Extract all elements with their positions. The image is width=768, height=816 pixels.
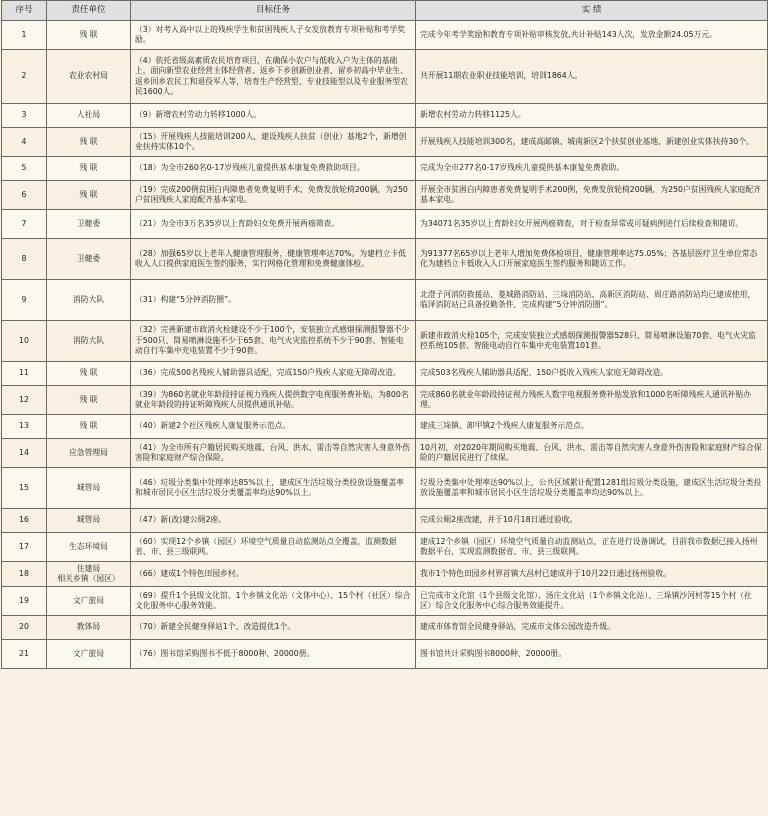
results-table [1,0,768,669]
row-index: 20 [2,616,47,640]
row-result: 10月初，对2020年期间购买地震、台风、洪水、雷击等自然灾害人身意外伤害险和家庭财产综合保险的户籍居民进行了续保。 [416,439,768,468]
table-row [2,640,768,669]
row-result: 建成市体育馆全民健身驿站，完成市文体公园改造升级。 [416,616,768,640]
row-index: 13 [2,415,47,439]
row-unit: 教体局 [47,616,131,640]
row-goal: （69）提升1个县级文化馆、1个乡镇文化站（文体中心）、15个村（社区）综合文化服务中心服务效能。 [131,587,416,616]
row-index: 3 [2,104,47,128]
row-goal: （40）新建2个社区残疾人康复服务示范点。 [131,415,416,439]
row-goal: （31）构建“5分钟消防圈”。 [131,280,416,321]
row-goal: （9）新增农村劳动力转移1000人。 [131,104,416,128]
row-goal: （18）为全市260名0-17岁残疾儿童提供基本康复免费救助项目。 [131,157,416,181]
table-row [2,587,768,616]
row-goal: （41）为全市所有户籍居民购买地震、台风、洪水、雷击等自然灾害人身意外伤害险和家庭财产综合保险。 [131,439,416,468]
row-index: 10 [2,321,47,362]
header-goal: 目标任务 [131,1,416,21]
row-goal: （39）为860名就业年龄段持证视力残疾人提供数字电视服务费补贴，为800名就业年龄段的持证听障残疾人员提供通讯补贴。 [131,386,416,415]
row-index: 2 [2,50,47,104]
row-index: 21 [2,640,47,669]
row-index: 14 [2,439,47,468]
row-unit: 残 联 [47,21,131,50]
table-row [2,616,768,640]
row-unit: 残 联 [47,181,131,210]
table-body [2,21,768,669]
row-unit: 消防大队 [47,321,131,362]
row-result: 新增农村劳动力转移1125人。 [416,104,768,128]
table-row [2,509,768,533]
row-index: 18 [2,562,47,587]
row-unit: 消防大队 [47,280,131,321]
table-row [2,321,768,362]
row-goal: （21）为全市3万名35岁以上育龄妇女免费开展两癌筛查。 [131,210,416,239]
row-goal: （60）实现12个乡镇（园区）环境空气质量自动监测站点全覆盖，监测数据省、市、县三级联网。 [131,533,416,562]
table-row [2,415,768,439]
table-row [2,239,768,280]
row-result: 共开展11期农业职业技能培训，培训1864人。 [416,50,768,104]
row-unit: 残 联 [47,157,131,181]
row-goal: （46）垃圾分类集中处理率达85%以上，建成区生活垃圾分类投放设施覆盖率和城市居民小区生活垃圾分类覆盖率均达90%以上。 [131,468,416,509]
row-goal: （76）图书馆采购图书不低于8000种、20000册。 [131,640,416,669]
row-result: 开展残疾人技能培训300名，建成高邮镇、城南新区2个扶贫创业基地，新建创业实体扶持30个。 [416,128,768,157]
table-row [2,439,768,468]
table-row [2,104,768,128]
row-index: 1 [2,21,47,50]
row-goal: （47）新(改)建公厕2座。 [131,509,416,533]
row-unit: 人社局 [47,104,131,128]
header-unit: 责任单位 [47,1,131,21]
row-unit: 残 联 [47,128,131,157]
row-index: 8 [2,239,47,280]
table-row [2,386,768,415]
row-unit: 城管局 [47,468,131,509]
row-index: 12 [2,386,47,415]
row-goal: （66）建成1个特色田园乡村。 [131,562,416,587]
row-unit: 残 联 [47,415,131,439]
row-unit [47,562,131,587]
row-index: 19 [2,587,47,616]
row-result: 我市1个特色田园乡村界首镇大昌村已建成并于10月22日通过扬州验收。 [416,562,768,587]
row-result: 完成为全市277名0-17岁残疾儿童提供基本康复免费救助。 [416,157,768,181]
row-unit: 农业农村局 [47,50,131,104]
row-goal: （32）完善新建市政消火栓建设不少于100个，安装独立式感烟探测报警器不少于500只、简易喷淋设施不少于65套、电气火灾监控系统不少于90套、智能电动自行车集中充电装置不少于90套。 [131,321,416,362]
row-goal: （70）新建全民健身驿站1个、改造提优1个。 [131,616,416,640]
row-result: 北澄子河消防救援站、菱城路消防站、三垛消防站、高新区消防站、周庄路消防站均已建成使用，临泽消防站已具备投勤条件，完成构建“5分钟消防圈”。 [416,280,768,321]
table-row [2,468,768,509]
row-unit: 文广旅局 [47,587,131,616]
row-goal: （36）完成500名残疾人辅助器具适配，完成150户残疾人家庭无障碍改造。 [131,362,416,386]
row-goal: （28）加强65岁以上老年人健康管理服务，健康管理率达70%。为建档立卡低收入人口提供家庭医生签约服务，实行网格化管理和免费健康体检。 [131,239,416,280]
row-index: 17 [2,533,47,562]
row-unit: 卫健委 [47,210,131,239]
row-index: 6 [2,181,47,210]
row-unit: 应急管理局 [47,439,131,468]
row-goal: （4）依托省级高素质农民培育项目，在确保小农户与低收入户为主体的基础上，面向新型农业经营主体经营者、返乡下乡创新创业者、留乡初高中毕业生、返乡回乡农民工和退役军人等，培育生产经营型、专业技能型以及专业服务型农民1600人。 [131,50,416,104]
row-result: 图书馆共计采购图书8000种、20000册。 [416,640,768,669]
row-result: 为91377名65岁以上老年人增加免费体检项目，健康管理率达75.05%；各基层医疗卫生单位常态化为建档立卡低收入人口开展家庭医生签约服务和随访工作。 [416,239,768,280]
row-index: 4 [2,128,47,157]
row-unit: 生态环境局 [47,533,131,562]
row-index: 5 [2,157,47,181]
row-unit: 残 联 [47,386,131,415]
row-result: 完成今年考学奖励和教育专项补贴审核发放,共计补贴143人次，发放金额24.05万元。 [416,21,768,50]
row-result: 开展全市贫困白内障患者免费复明手术200例，免费发放轮椅200辆，为250户贫困残疾人家庭配齐基本家电。 [416,181,768,210]
table-row [2,50,768,104]
header-result: 实 绩 [416,1,768,21]
table-row [2,280,768,321]
table-row [2,533,768,562]
row-result: 为34071名35岁以上育龄妇女开展两癌筛查，对于检查异常或可疑病例进行后续检查和随访。 [416,210,768,239]
row-unit: 卫健委 [47,239,131,280]
table-row [2,21,768,50]
row-result: 已完成市文化馆（1个县级文化馆）、汤庄文化站（1个乡镇文化站）、三垛镇沙河村等15个村（社区）综合文化服务中心综合服务效能提升。 [416,587,768,616]
row-goal: （19）完成200例贫困白内障患者免费复明手术，免费发放轮椅200辆，为250户贫困残疾人家庭配齐基本家电。 [131,181,416,210]
table-header [2,1,768,21]
table-row [2,562,768,587]
row-index: 9 [2,280,47,321]
row-index: 16 [2,509,47,533]
row-result: 建成12个乡镇（园区）环境空气质量自动监测站点，正在进行设备调试，目前我市数据已接入扬州数据平台，实现监测数据省、市、县三级联网。 [416,533,768,562]
row-index: 15 [2,468,47,509]
table-row [2,181,768,210]
row-result: 新建市政消火栓105个，完成安装独立式感烟探测报警器528只、简易喷淋设施70套、电气火灾监控系统105套、智能电动自行车集中充电装置101套。 [416,321,768,362]
row-result: 完成860名就业年龄段持证视力残疾人数字电视服务费补贴发放和1000名听障残疾人通讯补贴办理。 [416,386,768,415]
row-unit-line: 住建局 [76,563,101,573]
row-index: 7 [2,210,47,239]
row-result: 完成503名残疾人辅助器具适配、150户低收入残疾人家庭无障碍改造。 [416,362,768,386]
table-row [2,128,768,157]
header-index: 序号 [2,1,47,21]
row-index: 11 [2,362,47,386]
table-row [2,210,768,239]
row-unit: 城管局 [47,509,131,533]
table-row [2,362,768,386]
row-goal: （15）开展残疾人技能培训200人，建设残疾人扶贫（创业）基地2个，新增创业扶持实体10个。 [131,128,416,157]
row-result: 完成公厕2座改建，并于10月18日通过验收。 [416,509,768,533]
row-goal: （3）对考入高中以上的残疾学生和贫困残疾人子女发放教育专项补贴和考学奖励。 [131,21,416,50]
row-unit: 文广旅局 [47,640,131,669]
row-unit: 残 联 [47,362,131,386]
header-row [2,1,768,21]
row-result: 建成三垛镇、卸甲镇2个残疾人康复服务示范点。 [416,415,768,439]
table-row [2,157,768,181]
row-unit-line: 相关乡镇（园区） [57,574,120,583]
row-result: 垃圾分类集中处理率达90%以上，公共区域累计配置1281组垃圾分类设施，建成区生活垃圾分类投放设施覆盖率和城市居民小区生活垃圾分类覆盖率均达90%以上。 [416,468,768,509]
